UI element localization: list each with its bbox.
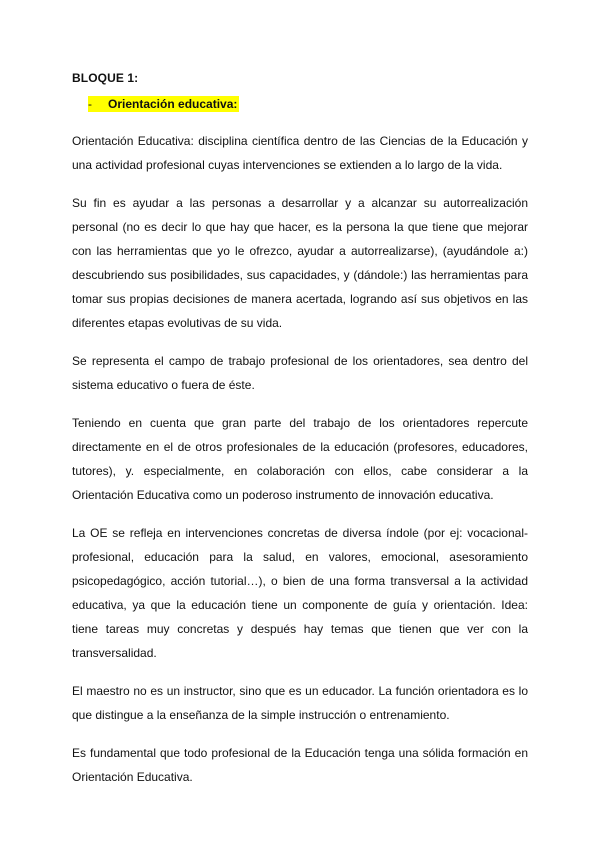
paragraph-training: Es fundamental que todo profesional de la Educación tenga una sólida formación en Orientación Educativa.	[72, 746, 528, 784]
paragraph-definition: Orientación Educativa: disciplina científica dentro de las Ciencias de la Educación y una actividad profesional cuyas intervenciones se extienden a lo largo de la vida.	[72, 134, 528, 172]
section-heading: BLOQUE 1:	[72, 71, 139, 85]
paragraph-purpose: Su fin es ayudar a las personas a desarrollar y a alcanzar su autorrealización personal (no es decir lo que hay que hacer, es la persona la que tiene que mejorar con las herramientas que yo le ofrezco, ayudar a autorrealizarse), (ayudándole a:) descubriendo sus posibilidades, sus capacidades, y (dándole:) las herramientas para tomar sus propias decisiones de manera acertada, logrando así sus objetivos en las diferentes etapas evolutivas de su vida.	[72, 196, 528, 330]
document-body	[72, 129, 528, 803]
paragraph-interventions: La OE se refleja en intervenciones concretas de diversa índole (por ej: vocacional-profesional, educación para la salud, en valores, emocional, asesoramiento psicopedagógico, acción tutorial…), o bien de una forma transversal a la actividad educativa, ya que la educación tiene un componente de guía y orientación. Idea: tiene tareas muy concretas y después hay temas que tienen que ver con la transversalidad.	[72, 526, 528, 660]
bullet-label: Orientación educativa:	[108, 97, 238, 111]
paragraph-innovation: Teniendo en cuenta que gran parte del trabajo de los orientadores repercute directamente en el de otros profesionales de la educación (profesores, educadores, tutores), y. especialmente, en colaboración con ellos, cabe considerar a la Orientación Educativa como un poderoso instrumento de innovación educativa.	[72, 416, 528, 502]
bullet-item	[88, 96, 239, 112]
bullet-marker: -	[88, 97, 92, 111]
paragraph-field: Se representa el campo de trabajo profesional de los orientadores, sea dentro del sistema educativo o fuera de éste.	[72, 354, 528, 392]
highlighted-bullet	[88, 96, 239, 112]
paragraph-teacher: El maestro no es un instructor, sino que es un educador. La función orientadora es lo que distingue a la enseñanza de la simple instrucción o entrenamiento.	[72, 684, 528, 722]
